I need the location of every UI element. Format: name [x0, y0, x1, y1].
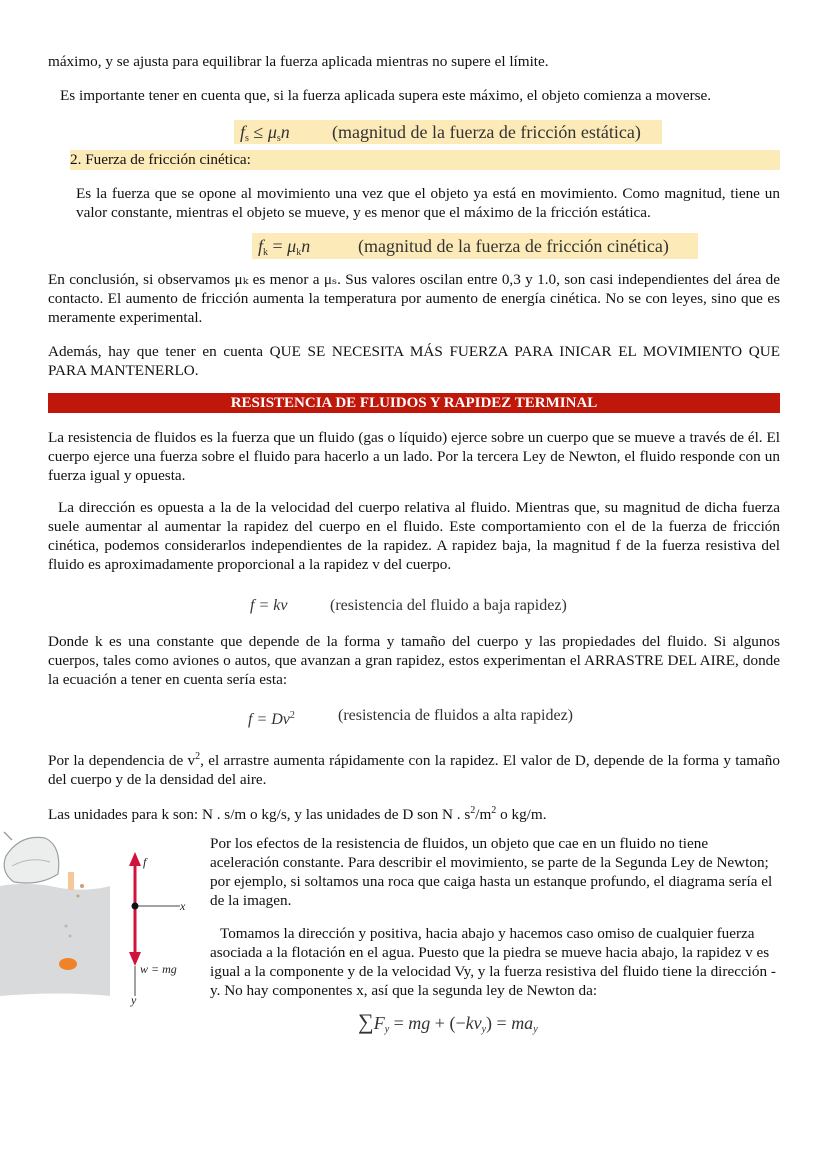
paragraph-units: Las unidades para k son: N . s/m o kg/s, y las unidades de D son N . $s^2/m^2$ o kg/m.: [48, 805, 547, 823]
paragraph: Por la dependencia de $v^2$, el arrastre aumenta rápidamente con la rapidez. El valor de D, depende de la forma y tamaño del cuerpo y de la densidad del aire.: [48, 751, 780, 788]
paragraph: Por los efectos de la resistencia de fluidos, un objeto que cae en un fluido no tiene aceleración constante. Para describir el movimiento, se parte de la Segunda Ley de Newton; por ejemplo, si soltamos una roca que caiga hasta un estanque profundo, el diagrama sería el de la imagen.: [210, 835, 773, 909]
equation-low-speed: f = kv (resistencia del fluido a baja rapidez): [250, 597, 567, 614]
equation-newton-second-law: $\sum F_y$ = mg + $(-kv_y) = ma_y$: [358, 1009, 538, 1035]
list-item-kinetic-friction: 2. Fuerza de fricción cinética:: [70, 150, 780, 170]
water-region: [0, 884, 110, 996]
equation-static-friction: $f_s \le \mu_sn$ (magnitud de la fuerza de fricción estática): [234, 120, 662, 144]
equation-high-speed: $f = Dv^2$ (resistencia de fluidos a alta rapidez): [248, 707, 573, 728]
paragraph: Es la fuerza que se opone al movimiento una vez que el objeto ya está en movimiento. Como magnitud, tiene un valor constante, mientras el objeto se mueve, y es menor que el máximo de la fricción estática.: [76, 185, 780, 221]
label-f: f: [143, 855, 147, 869]
paragraph: Tomamos la dirección y positiva, hacia abajo y hacemos caso omiso de cualquier fuerza asociada a la flotación en el agua. Puesto que la piedra se mueve hacia abajo, la rapidez v es igual a la componente y de la velocidad Vy, y la fuerza resistiva del fluido tiene la dirección -y. No hay componentes x, así que la segunda ley de Newton da:: [210, 925, 776, 999]
splash: [68, 872, 74, 890]
free-body-diagram-figure: [0, 826, 200, 1026]
paragraph: Además, hay que tener en cuenta QUE SE NECESITA MÁS FUERZA PARA INICAR EL MOVIMIENTO QUE PARA MANTENERLO.: [48, 343, 780, 379]
rock: [59, 958, 77, 970]
label-w: w = mg: [140, 962, 177, 976]
paragraph: La dirección es opuesta a la de la velocidad del cuerpo relativa al fluido. Mientras que, su magnitud de dicha fuerza suele aumentar al aumentar la rapidez del cuerpo en el fluido. Este comportamiento con el de la fuerza de fricción cinética, podemos considerarlos independientes de la rapidez. A rapidez baja, la magnitud f de la fuerza resistiva del fluido es aproximadamente proporcional a la rapidez v del cuerpo.: [48, 499, 780, 573]
label-y: y: [131, 993, 137, 1007]
equation-kinetic-friction: $f_k = \mu_kn$ (magnitud de la fuerza de fricción cinética): [252, 233, 698, 259]
section-title: RESISTENCIA DE FLUIDOS Y RAPIDEZ TERMINAL: [48, 393, 780, 413]
label-x: x: [180, 899, 186, 913]
paragraph: Es importante tener en cuenta que, si la fuerza aplicada supera este máximo, el objeto comienza a moverse.: [60, 87, 712, 104]
body-point: [132, 903, 139, 910]
paragraph: Donde k es una constante que depende de la forma y tamaño del cuerpo y las propiedades del fluido. Si algunos cuerpos, tales como aviones o autos, que avanzan a gran rapidez, estos experimentan el ARRASTRE DEL AIRE, donde la ecuación a tener en cuenta sería esta:: [48, 633, 780, 688]
paragraph: En conclusión, si observamos μₖ es menor a μₛ. Sus valores oscilan entre 0,3 y 1.0, son casi independientes del área de contacto. El aumento de fricción aumenta la temperatura por aumento de energía cinética. No se con leyes, sino que es meramente experimental.: [48, 271, 780, 326]
paragraph: La resistencia de fluidos es la fuerza que un fluido (gas o líquido) ejerce sobre un cuerpo que se mueve a través de él. El cuerpo ejerce una fuerza sobre el fluido para hacerlo a un lado. Por la tercera Ley de Newton, el fluido responde con un fuerza igual y opuesta.: [48, 429, 780, 484]
paragraph: máximo, y se ajusta para equilibrar la fuerza aplicada mientras no supere el límite.: [48, 53, 549, 70]
